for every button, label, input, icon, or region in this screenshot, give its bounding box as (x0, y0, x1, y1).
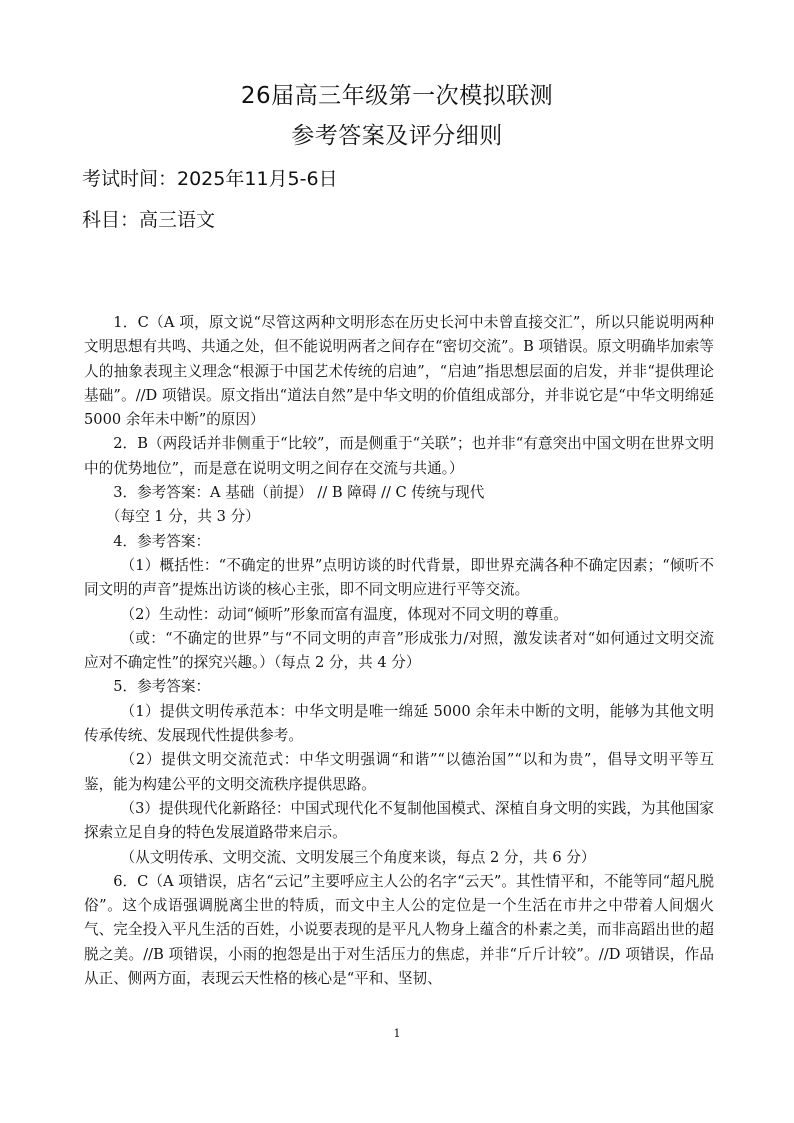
page-number: 1 (393, 1027, 401, 1040)
answer-5-heading: 5．参考答案： (113, 678, 211, 696)
document-subtitle: 参考答案及评分细则 (291, 123, 503, 149)
exam-subject: 科目：高三语文 (82, 209, 216, 231)
exam-time: 考试时间：2025年11月5-6日 (82, 168, 338, 190)
answer-1: 1．C（A 项，原文说“尽管这两种文明形态在历史长河中未曾直接交汇”，所以只能说明两种文明思想有共鸣、共通之处，但不能说明两者之间存在“密切交流”。B 项错误。原文明确毕加索等人的抽象表现主义理念“根源于中国艺术传统的启迪”，“启迪”指思想层面的启发，并非“提供理论基础”。//D 项错误。原文指出“道法自然”是中华文明的价值组成部分，并非说它是“中华文明绵延 5000 余年未中断”的原因） (84, 314, 714, 429)
answer-6: 6．C（A 项错误，店名“云记”主要呼应主人公的名字“云天”。其性情平和，不能等同“超凡脱俗”。这个成语强调脱离尘世的特质，而文中主人公的定位是一个生活在市井之中带着人间烟火气、完全投入平凡生活的百姓，小说要表现的是平凡人物身上蕴含的朴素之美，而非高蹈出世的超脱之美。//B 项错误，小雨的抱怨是出于对生活压力的焦虑，并非“斤斤计较”。//D 项错误，作品从正、侧两方面，表现云天性格的核心是“平和、坚韧、 (84, 872, 714, 988)
answer-4-point-1: （1）概括性：“不确定的世界”点明访谈的时代背景，即世界充满各种不确定因素；“倾听不同文明的声音”提炼出访谈的核心主张，即不同文明应进行平等交流。 (84, 556, 714, 599)
answer-5-point-1: （1）提供文明传承范本：中华文明是唯一绵延 5000 余年未中断的文明，能够为其他文明传承传统、发展现代性提供参考。 (84, 702, 714, 745)
answer-4-point-2: （2）生动性：动词“倾听”形象而富有温度，体现对不同文明的尊重。 (120, 605, 568, 623)
answer-4-heading: 4．参考答案： (113, 532, 211, 550)
answer-content (84, 311, 714, 991)
answer-5-scoring: （从文明传承、文明交流、文明发展三个角度来谈，每点 2 分，共 6 分） (120, 848, 596, 866)
answer-3: 3．参考答案：A 基础（前提） // B 障碍 // C 传统与现代 (113, 484, 485, 502)
answer-5-point-2: （2）提供文明交流范式：中华文明强调“和谐”“以德治国”“以和为贵”，倡导文明平等互鉴，能为构建公平的文明交流秩序提供思路。 (84, 751, 714, 793)
document-title: 26届高三年级第一次模拟联测 (240, 83, 554, 109)
answer-2: 2．B（两段话并非侧重于“比较”，而是侧重于“关联”；也并非“有意突出中国文明在世界文明中的优势地位”，而是意在说明文明之间存在交流与共通。） (84, 435, 714, 477)
answer-3-scoring: （每空 1 分，共 3 分） (105, 508, 260, 526)
answer-5-point-3: （3）提供现代化新路径：中国式现代化不复制他国模式、深植自身文明的实践，为其他国家探索立足自身的特色发展道路带来启示。 (84, 799, 714, 842)
answer-4-alternative: （或：“不确定的世界”与“不同文明的声音”形成张力/对照，激发读者对“如何通过文明交流应对不确定性”的探究兴趣。）（每点 2 分，共 4 分） (84, 629, 714, 672)
